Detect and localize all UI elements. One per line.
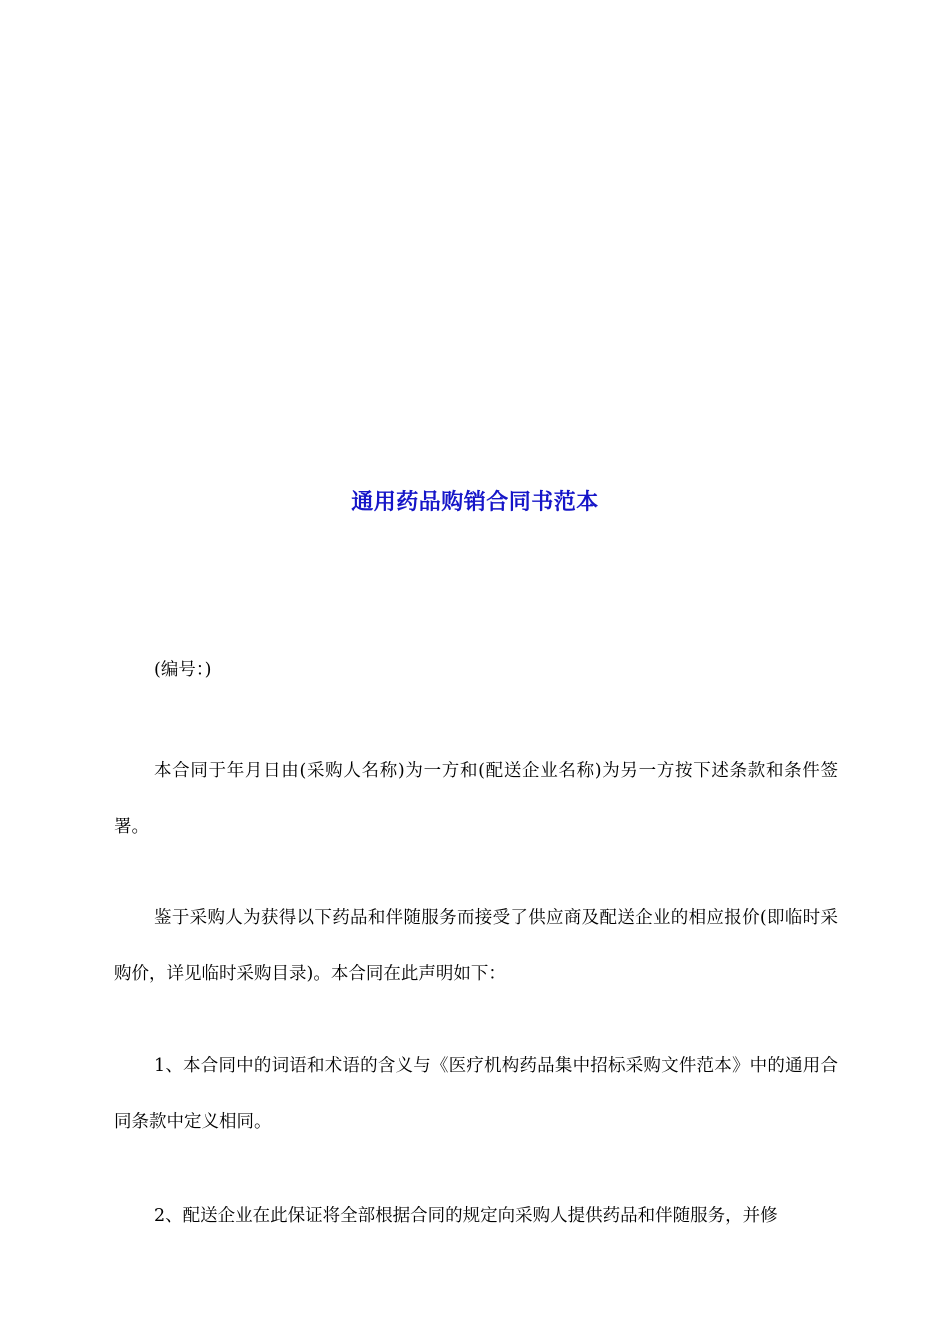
whereas-paragraph: 鉴于采购人为获得以下药品和伴随服务而接受了供应商及配送企业的相应报价(即临时采购价，详见临时采购目录)。本合同在此声明如下： — [114, 908, 838, 984]
clause-2-paragraph: 2、配送企业在此保证将全部根据合同的规定向采购人提供药品和伴随服务，并修 — [154, 1206, 778, 1226]
clause-1-paragraph: 1、本合同中的词语和术语的含义与《医疗机构药品集中招标采购文件范本》中的通用合同条款中定义相同。 — [114, 1056, 838, 1132]
intro-paragraph: 本合同于年月日由(采购人名称)为一方和(配送企业名称)为另一方按下述条款和条件签署。 — [114, 761, 838, 837]
contract-number-paragraph: (编号：) — [154, 660, 212, 680]
document-title: 通用药品购销合同书范本 — [351, 490, 599, 515]
